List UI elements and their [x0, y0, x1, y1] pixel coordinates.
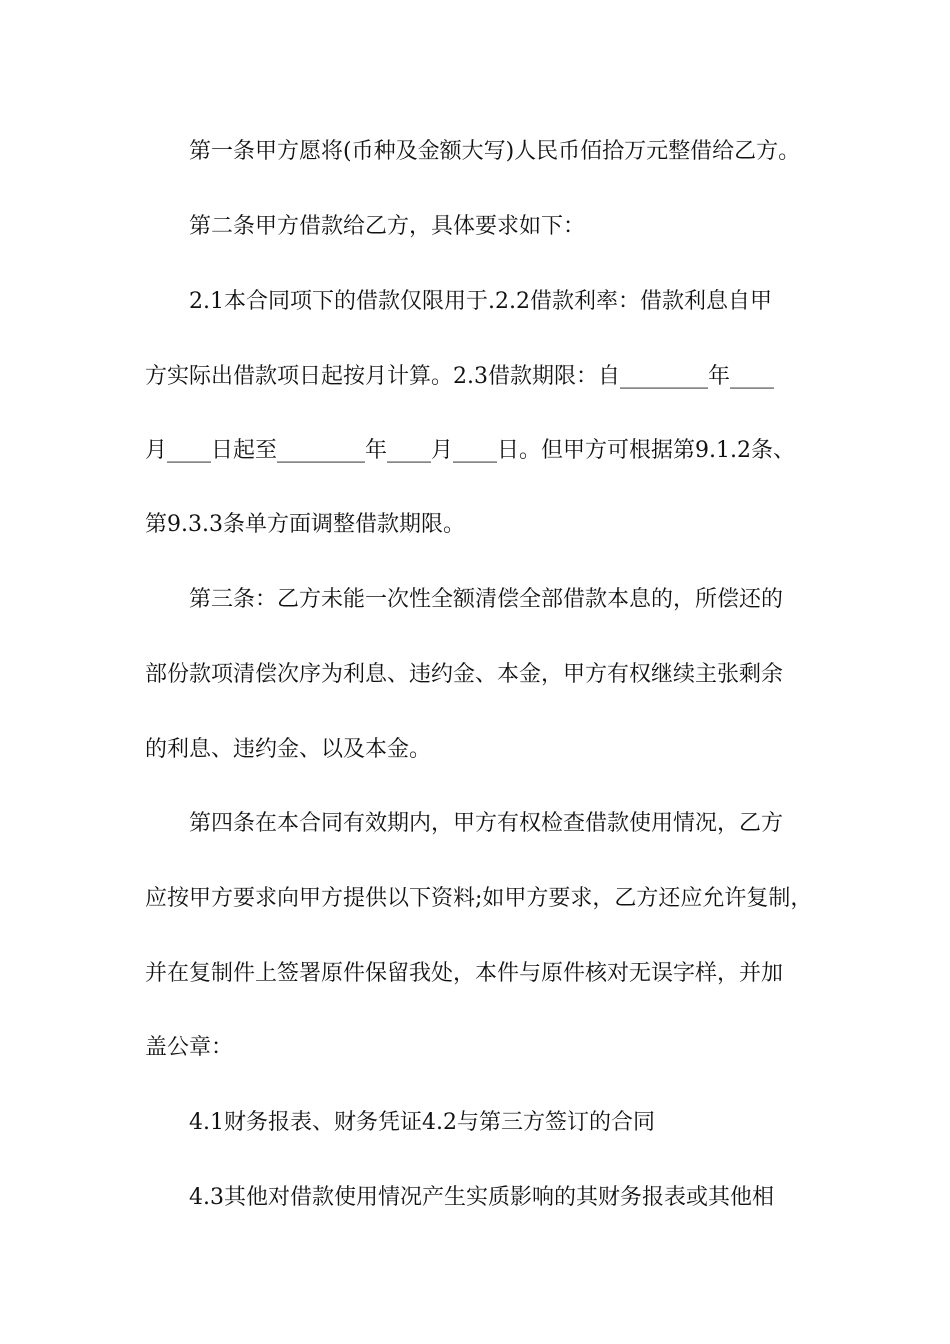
clause-4-line-1: 第四条在本合同有效期内，甲方有权检查借款使用情况，乙方: [189, 811, 784, 836]
clause-4-line-3: 并在复制件上签署原件保留我处，本件与原件核对无误字样，并加: [145, 961, 784, 986]
clause-4-line-4: 盖公章：: [145, 1035, 234, 1060]
clause-4-1-line-1: 4.1财务报表、财务凭证4.2与第三方签订的合同: [189, 1110, 655, 1135]
clause-2-1-line-3: 月____日起至________年____月____日。但甲方可根据第9.1.2条、: [145, 438, 795, 463]
clause-2-1-line-1: 2.1本合同项下的借款仅限用于.2.2借款利率：借款利息自甲: [189, 289, 772, 314]
clause-3-line-3: 的利息、违约金、以及本金。: [145, 737, 432, 762]
clause-3-line-1: 第三条：乙方未能一次性全额清偿全部借款本息的，所偿还的: [189, 587, 784, 612]
clause-1-line-1: 第一条甲方愿将(币种及金额大写)人民币佰拾万元整借给乙方。: [189, 139, 801, 164]
clause-2-1-line-4: 第9.3.3条单方面调整借款期限。: [145, 512, 465, 537]
clause-3-line-2: 部份款项清偿次序为利息、违约金、本金，甲方有权继续主张剩余: [145, 662, 784, 687]
clause-4-line-2: 应按甲方要求向甲方提供以下资料;如甲方要求，乙方还应允许复制，: [145, 886, 813, 911]
clause-4-3-line-1: 4.3其他对借款使用情况产生实质影响的其财务报表或其他相: [189, 1185, 774, 1210]
clause-2-1-line-2: 方实际出借款项日起按月计算。2.3借款期限：自________年____: [145, 364, 774, 389]
clause-2-line-1: 第二条甲方借款给乙方，具体要求如下：: [189, 214, 586, 239]
